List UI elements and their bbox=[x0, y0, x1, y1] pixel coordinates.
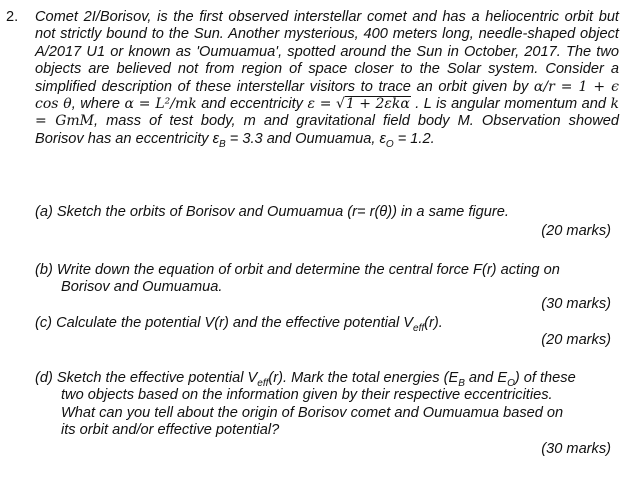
part-b-text bbox=[35, 262, 615, 297]
intro-text-4: . L is angular momentum and bbox=[415, 96, 606, 113]
part-b-line-1: (b) Write down the equation of orbit and determine the central force F(r) acting on bbox=[35, 262, 560, 278]
part-d-line-4: its orbit and/or effective potential? bbox=[61, 422, 280, 439]
part-c-pre: (c) Calculate the potential V(r) and the effective potential V bbox=[35, 315, 414, 331]
intro-text-6: = 3.3 and Oumuamua, ε bbox=[225, 130, 386, 147]
part-c-marks: (20 marks) bbox=[541, 332, 611, 348]
part-a-marks: (20 marks) bbox=[541, 223, 611, 239]
orbit-equation: α/r = 1 + ϵ cos θ bbox=[35, 78, 620, 113]
eccentricity-lhs: ε = bbox=[307, 96, 332, 113]
part-d-sub-o: O bbox=[507, 377, 515, 389]
part-a-text: (a) Sketch the orbits of Borisov and Oumuamua (r= r(θ)) in a same figure. bbox=[35, 204, 509, 220]
k-definition: k = GmM bbox=[35, 96, 619, 130]
part-d-mid2: and E bbox=[464, 370, 508, 386]
part-b-line-2: Borisov and Oumuamua. bbox=[61, 279, 223, 296]
part-c-post: (r). bbox=[424, 315, 443, 331]
intro-text-2: , where bbox=[71, 96, 120, 113]
intro-text-1: Comet 2I/Borisov, is the first observed interstellar comet and has a heliocentric orbit but not strictly bound to the Sun. Another mysterious, 400 meters long, needle-shaped object A/2017 U1 or known as 'Oumuamua', spotted around the Sun in October, 2017. The two objects are believed not from region of space closer to the Solar system. Consider a simplified description of these interstellar visitors to trace an orbit given by bbox=[35, 9, 619, 95]
sub-b: B bbox=[219, 138, 226, 150]
part-b-marks: (30 marks) bbox=[541, 296, 611, 312]
sqrt-symbol: √ bbox=[335, 96, 345, 113]
part-d-line-3: What can you tell about the origin of Borisov comet and Oumuamua based on bbox=[61, 404, 564, 421]
part-c-sub: eff bbox=[413, 322, 425, 334]
question-number: 2. bbox=[6, 9, 19, 25]
part-d-marks: (30 marks) bbox=[541, 441, 611, 457]
question-intro bbox=[35, 9, 619, 148]
part-d-mid1: (r). Mark the total energies (E bbox=[268, 370, 459, 386]
alpha-definition: α = L²/mk bbox=[124, 96, 197, 113]
part-d-line-2: two objects based on the information given by their respective eccentricities. bbox=[61, 387, 553, 404]
intro-text-7: = 1.2. bbox=[393, 130, 435, 147]
intro-text-3: and eccentricity bbox=[201, 96, 303, 113]
part-d-sub-b: B bbox=[458, 377, 465, 389]
part-d-mid3: ) of these bbox=[514, 370, 576, 386]
intro-text-5: , mass of test body, m and gravitational field body M. Observation showed Borisov has an eccentricity ε bbox=[35, 113, 619, 147]
part-d-text bbox=[35, 370, 615, 440]
part-d-pre: (d) Sketch the effective potential V bbox=[35, 370, 258, 386]
part-d-sub: eff bbox=[257, 377, 269, 389]
eccentricity-sqrt: 1 + 2εkα bbox=[345, 96, 410, 113]
part-c-text bbox=[35, 315, 615, 332]
sub-o: O bbox=[385, 138, 394, 150]
